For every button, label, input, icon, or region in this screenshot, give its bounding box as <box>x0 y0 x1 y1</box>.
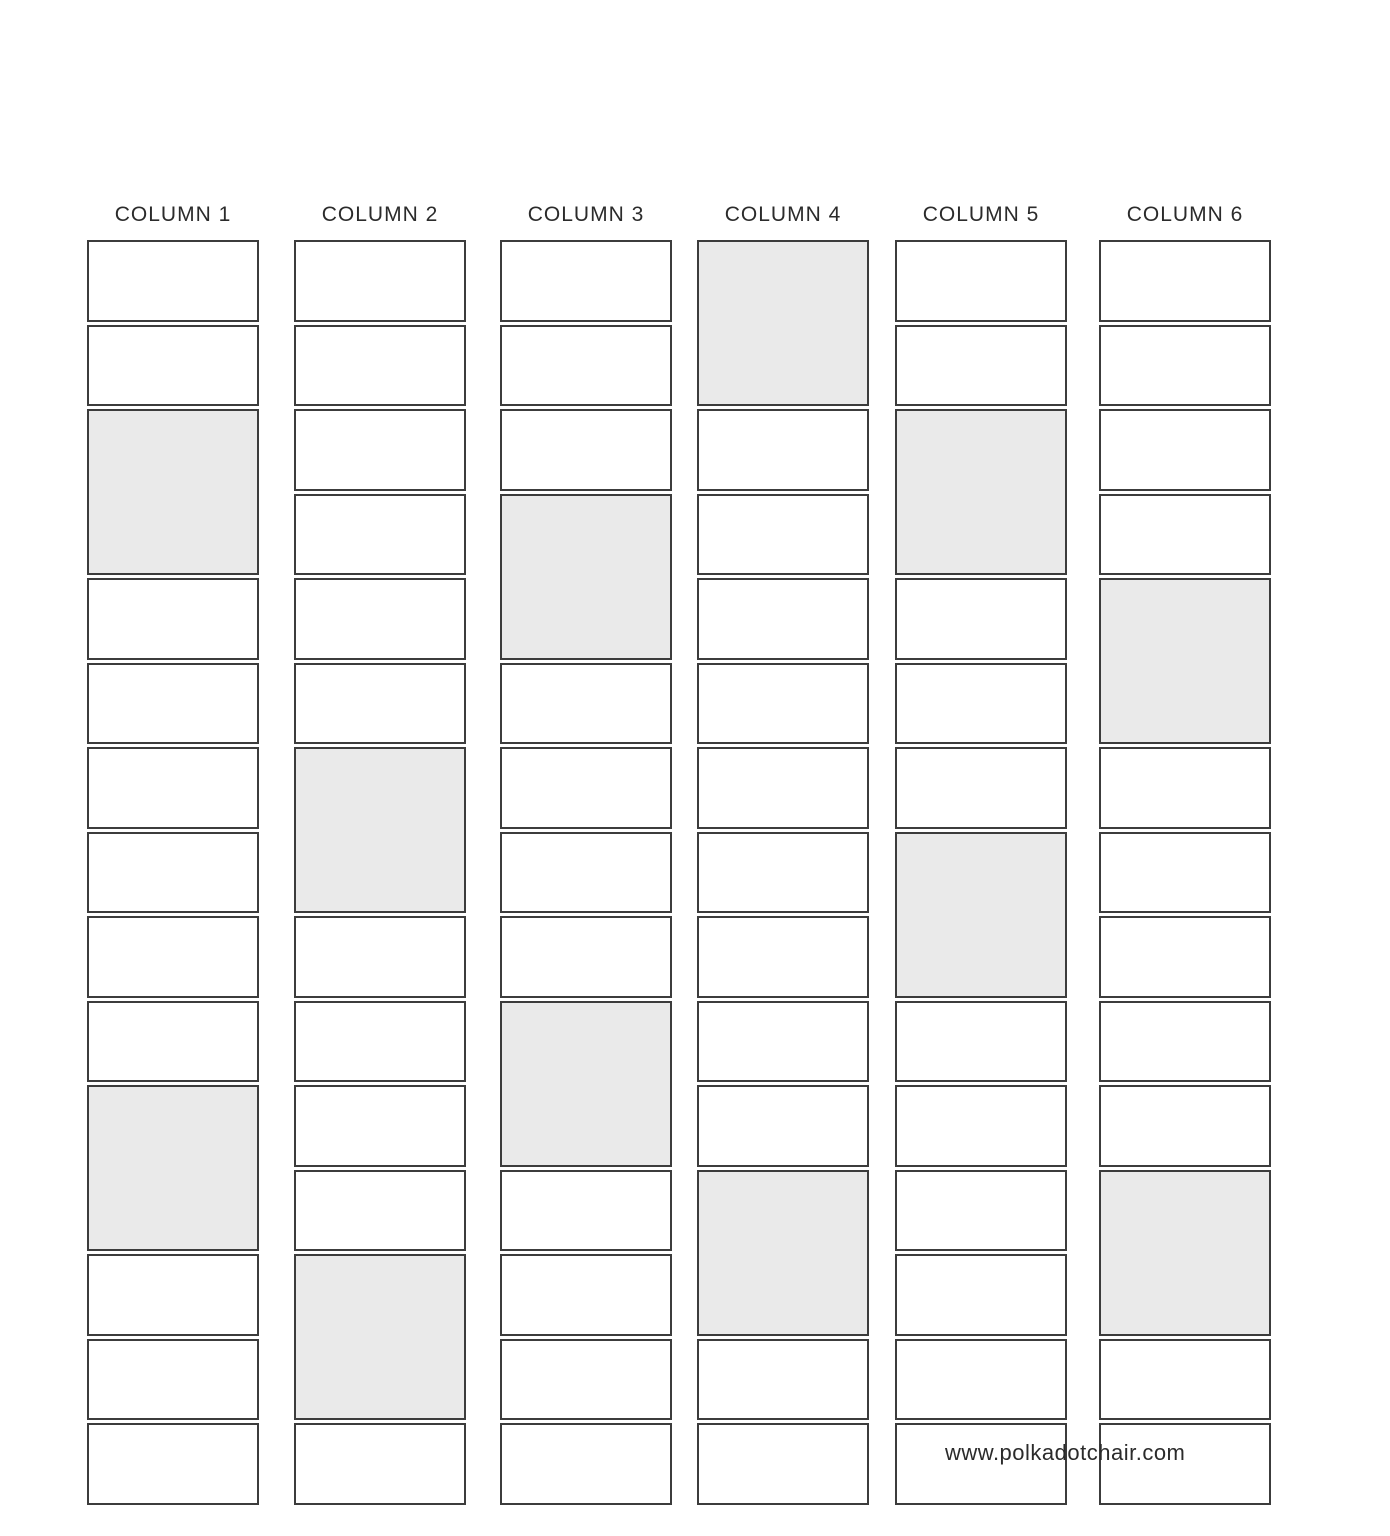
block <box>294 578 466 660</box>
block <box>294 1085 466 1167</box>
column-header: COLUMN 5 <box>922 203 1040 226</box>
block <box>697 832 869 914</box>
block <box>895 1001 1067 1083</box>
block <box>1099 832 1271 914</box>
block <box>87 832 259 914</box>
block <box>500 409 672 491</box>
block <box>1099 747 1271 829</box>
block <box>895 578 1067 660</box>
block <box>294 1001 466 1083</box>
block <box>294 916 466 998</box>
block <box>895 325 1067 407</box>
block <box>87 325 259 407</box>
block <box>895 1339 1067 1421</box>
block <box>697 663 869 745</box>
tall-block <box>500 1001 672 1167</box>
tall-block <box>500 494 672 660</box>
block <box>87 1254 259 1336</box>
tall-block <box>1099 1170 1271 1336</box>
block <box>895 1170 1067 1252</box>
block <box>1099 494 1271 576</box>
block <box>87 1423 259 1505</box>
block <box>697 747 869 829</box>
block <box>500 1423 672 1505</box>
block <box>697 1001 869 1083</box>
block <box>500 325 672 407</box>
tall-block <box>697 240 869 406</box>
block <box>87 578 259 660</box>
tall-block <box>895 409 1067 575</box>
block <box>500 832 672 914</box>
tall-block <box>294 747 466 913</box>
block <box>500 916 672 998</box>
block <box>500 663 672 745</box>
block <box>87 240 259 322</box>
block <box>87 1339 259 1421</box>
tall-block <box>87 1085 259 1251</box>
tall-block <box>697 1170 869 1336</box>
block <box>87 747 259 829</box>
block <box>895 1085 1067 1167</box>
block <box>697 494 869 576</box>
block <box>895 663 1067 745</box>
block <box>1099 409 1271 491</box>
block <box>294 1423 466 1505</box>
block <box>294 494 466 576</box>
tall-block <box>1099 578 1271 744</box>
tall-block <box>895 832 1067 998</box>
column-header: COLUMN 2 <box>321 203 439 226</box>
tall-block <box>87 409 259 575</box>
block <box>697 1085 869 1167</box>
website-watermark: www.polkadotchair.com <box>945 1440 1186 1465</box>
block <box>294 1170 466 1252</box>
column-header: COLUMN 3 <box>527 203 645 226</box>
block <box>1099 325 1271 407</box>
block <box>697 1423 869 1505</box>
block <box>697 409 869 491</box>
block <box>87 916 259 998</box>
block <box>87 1001 259 1083</box>
block <box>1099 1085 1271 1167</box>
column-header: COLUMN 4 <box>724 203 842 226</box>
block <box>895 1254 1067 1336</box>
block <box>697 578 869 660</box>
block <box>500 1254 672 1336</box>
block <box>1099 916 1271 998</box>
block <box>500 747 672 829</box>
block <box>500 1170 672 1252</box>
block <box>294 663 466 745</box>
tall-block <box>294 1254 466 1420</box>
block <box>895 747 1067 829</box>
block <box>697 1339 869 1421</box>
block <box>1099 1001 1271 1083</box>
block <box>294 240 466 322</box>
column-header: COLUMN 6 <box>1126 203 1244 226</box>
block <box>500 240 672 322</box>
block <box>294 325 466 407</box>
block <box>895 240 1067 322</box>
block <box>294 409 466 491</box>
column-header: COLUMN 1 <box>114 203 232 226</box>
block <box>87 663 259 745</box>
block <box>697 916 869 998</box>
block <box>500 1339 672 1421</box>
block <box>1099 1339 1271 1421</box>
block <box>1099 240 1271 322</box>
